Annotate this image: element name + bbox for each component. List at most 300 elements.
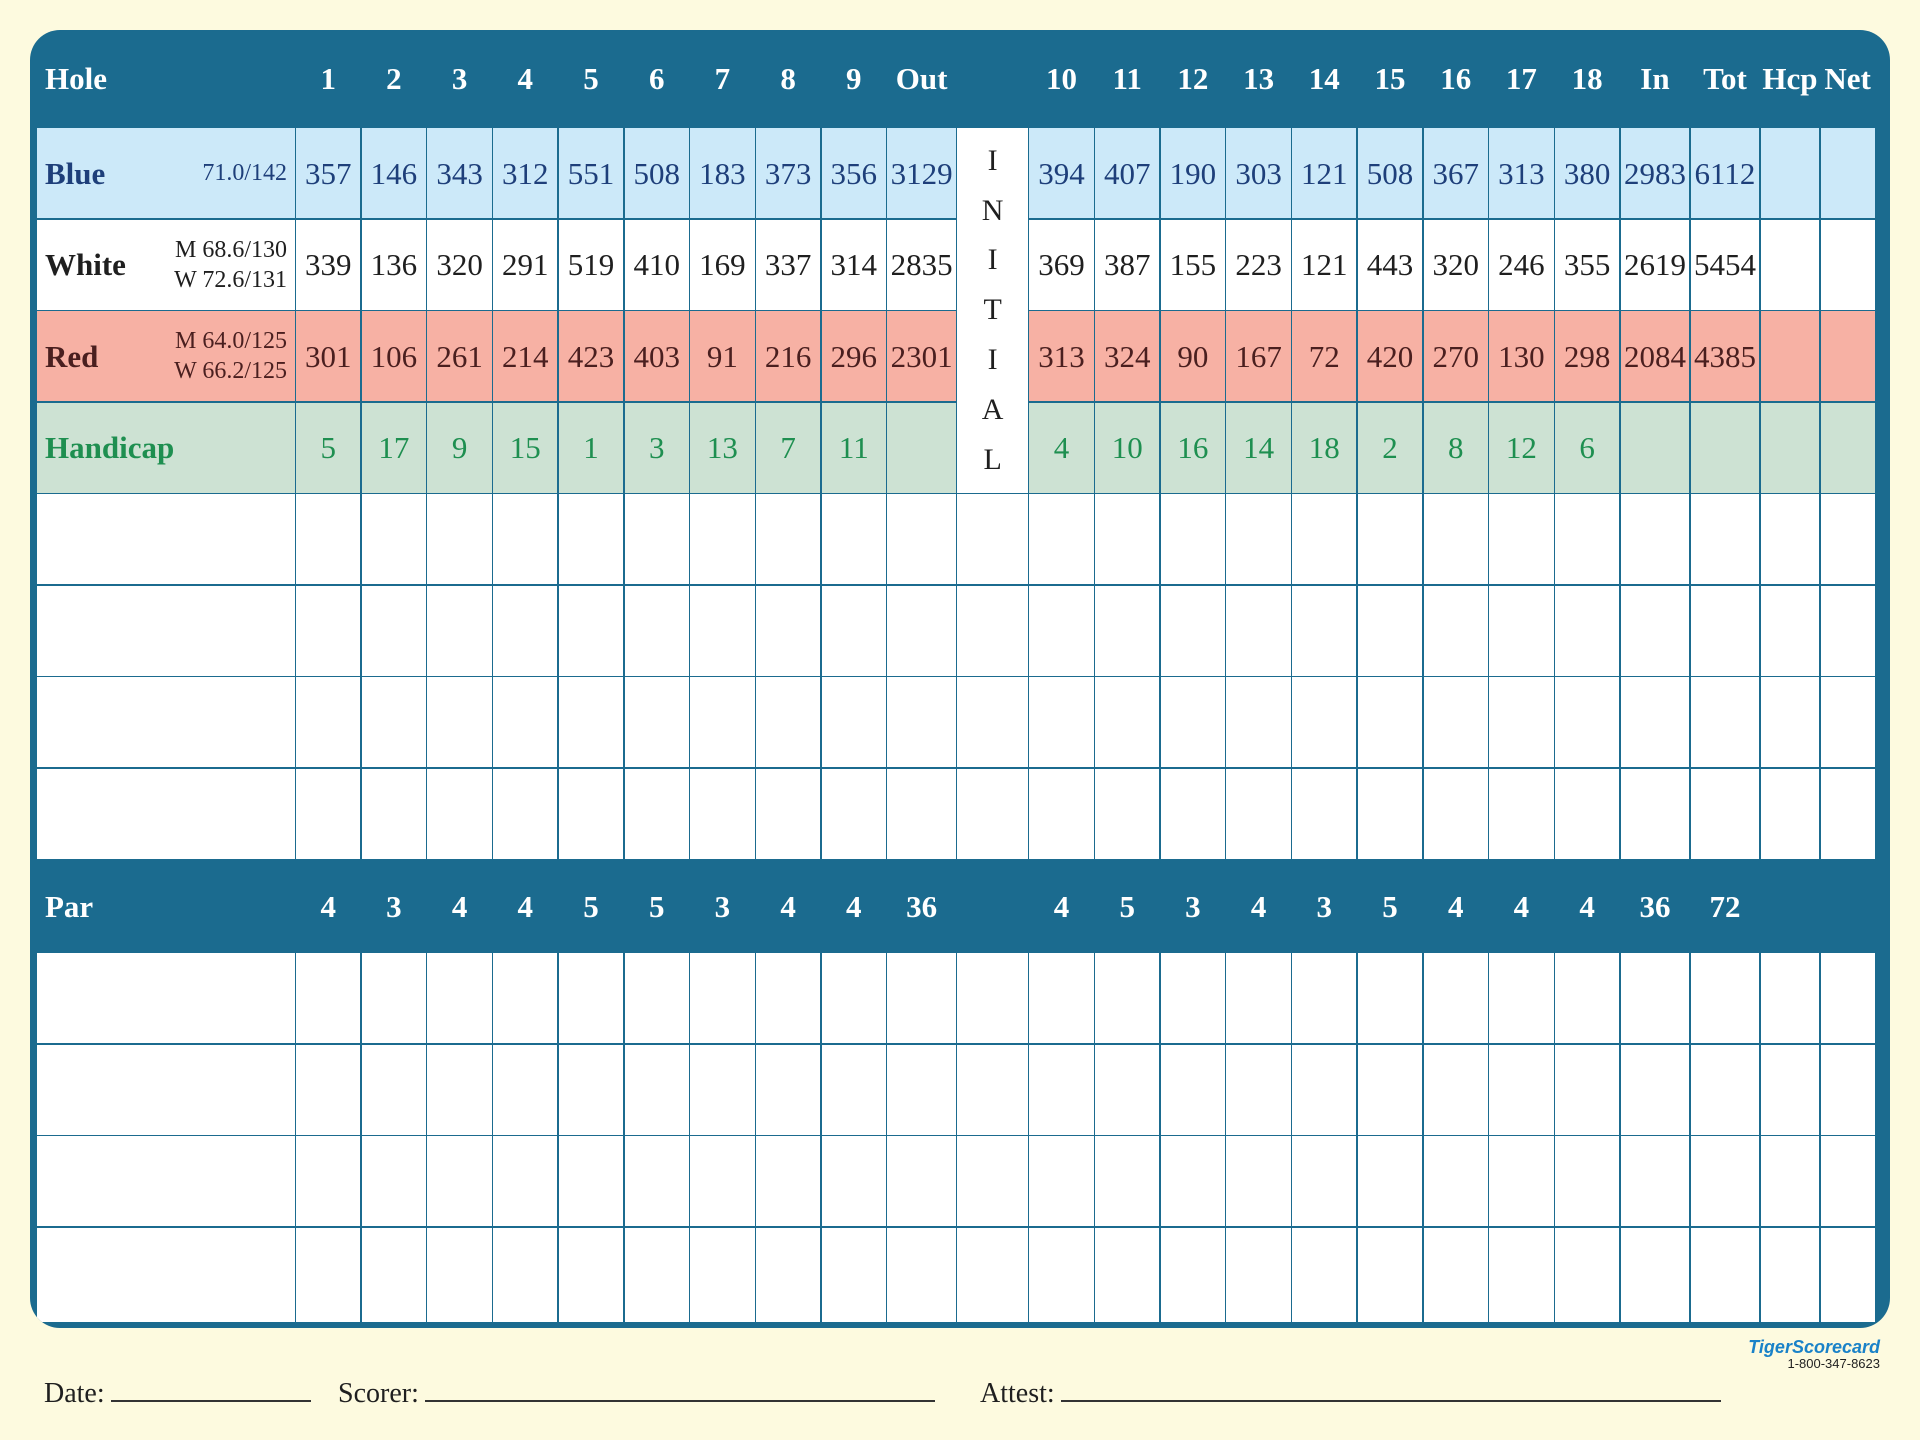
handicap-label: Handicap	[37, 403, 295, 493]
player-row-3-in[interactable]	[1621, 677, 1690, 767]
player-row-8-hole-12[interactable]	[1161, 1228, 1225, 1323]
initial-letter: I	[987, 243, 998, 277]
hole-header-7: 7	[714, 61, 731, 96]
handicap-in	[1621, 403, 1690, 493]
player-row-8-tot[interactable]	[1691, 1228, 1760, 1323]
player-row-5-hole-6[interactable]	[625, 953, 689, 1043]
par-hole-1: 4	[320, 888, 336, 924]
handicap-hole-13: 14	[1226, 403, 1290, 493]
player-row-6-initial[interactable]	[957, 1045, 1028, 1135]
hole-header-9: 9	[846, 61, 862, 96]
player-row-6-hcp[interactable]	[1761, 1045, 1820, 1135]
par-hole-6: 5	[648, 888, 665, 924]
tee-red-hcp	[1761, 311, 1820, 401]
player-row-8-hole-17[interactable]	[1489, 1228, 1553, 1323]
par-hole-14: 3	[1316, 888, 1333, 924]
player-row-2-hole-15[interactable]	[1358, 586, 1422, 676]
player-row-7-hole-7[interactable]	[690, 1136, 754, 1226]
player-row-6-hole-16[interactable]	[1424, 1045, 1488, 1135]
player-row-4-initial[interactable]	[957, 769, 1028, 859]
player-row-7-initial[interactable]	[957, 1136, 1028, 1226]
tee-white-label	[37, 220, 295, 310]
tee-red-hole-4: 214	[493, 311, 557, 401]
player-row-8-hole-7[interactable]	[690, 1228, 754, 1323]
player-row-4-hole-3[interactable]	[427, 769, 491, 859]
net-header: Net	[1824, 61, 1871, 96]
tee-blue-hole-6: 508	[625, 128, 689, 218]
tee-blue-hole-2: 146	[362, 128, 426, 218]
player-row-1-hole-8[interactable]	[756, 494, 820, 584]
player-row-6-net[interactable]	[1821, 1045, 1875, 1135]
player-row-4-net[interactable]	[1821, 769, 1875, 859]
date-line[interactable]	[111, 1376, 311, 1402]
attest-label: Attest:	[980, 1378, 1055, 1409]
player-row-7-hole-13[interactable]	[1226, 1136, 1290, 1226]
player-row-5-out[interactable]	[887, 953, 956, 1043]
attest-field[interactable]	[980, 1376, 1721, 1410]
par-out: 36	[906, 888, 938, 924]
tee-white-hole-6: 410	[625, 220, 689, 310]
player-row-2-hole-3[interactable]	[427, 586, 491, 676]
tee-white-hole-13: 223	[1226, 220, 1290, 310]
hole-header-10: 10	[1045, 61, 1077, 96]
player-row-4-hole-6[interactable]	[625, 769, 689, 859]
player-row-5-hole-1[interactable]	[296, 953, 360, 1043]
player-row-6-hole-12[interactable]	[1161, 1045, 1225, 1135]
logo-phone: 1-800-347-8623	[1787, 1356, 1880, 1371]
tee-red-hole-18: 298	[1555, 311, 1619, 401]
player-row-4-hole-15[interactable]	[1358, 769, 1422, 859]
player-row-6-hole-8[interactable]	[756, 1045, 820, 1135]
player-row-2-hcp[interactable]	[1761, 586, 1820, 676]
player-row-1-hole-15[interactable]	[1358, 494, 1422, 584]
tee-blue-out: 3129	[887, 128, 956, 218]
player-row-8-out[interactable]	[887, 1228, 956, 1323]
player-row-3-hole-11[interactable]	[1095, 677, 1159, 767]
handicap-hole-3: 9	[427, 403, 491, 493]
player-row-3-hole-4[interactable]	[493, 677, 557, 767]
handicap-out	[887, 403, 956, 493]
scorecard	[30, 30, 1890, 1328]
player-row-7-hole-17[interactable]	[1489, 1136, 1553, 1226]
rating-line: W 72.6/131	[174, 266, 287, 293]
handicap-hole-15: 2	[1358, 403, 1422, 493]
tee-white-hole-9: 314	[822, 220, 886, 310]
player-row-5-hole-4[interactable]	[493, 953, 557, 1043]
tee-name: Red	[45, 338, 99, 374]
player-row-1-initial[interactable]	[957, 494, 1028, 584]
initial-column	[957, 128, 1028, 493]
player-row-1-hole-10[interactable]	[1029, 494, 1093, 584]
player-row-4-in[interactable]	[1621, 769, 1690, 859]
player-row-8-hole-16[interactable]	[1424, 1228, 1488, 1323]
handicap-hole-7: 13	[690, 403, 754, 493]
handicap-hole-6: 3	[625, 403, 689, 493]
player-name-cell[interactable]	[37, 1136, 295, 1226]
player-row-7-hole-10[interactable]	[1029, 1136, 1093, 1226]
player-row-5-hcp[interactable]	[1761, 953, 1820, 1043]
player-row-3-hole-18[interactable]	[1555, 677, 1619, 767]
handicap-hole-2: 17	[362, 403, 426, 493]
initial-letter: L	[983, 442, 1002, 476]
player-row-5-hole-15[interactable]	[1358, 953, 1422, 1043]
player-row-4-hole-7[interactable]	[690, 769, 754, 859]
player-row-1-hcp[interactable]	[1761, 494, 1820, 584]
tee-blue-hcp	[1761, 128, 1820, 218]
player-row-6-hole-17[interactable]	[1489, 1045, 1553, 1135]
handicap-tot	[1691, 403, 1760, 493]
attest-line[interactable]	[1061, 1376, 1721, 1402]
tee-red-label	[37, 311, 295, 401]
player-row-4-hole-1[interactable]	[296, 769, 360, 859]
player-row-2-hole-4[interactable]	[493, 586, 557, 676]
player-row-2-hole-16[interactable]	[1424, 586, 1488, 676]
player-row-8-hole-3[interactable]	[427, 1228, 491, 1323]
hole-header-8: 8	[780, 61, 796, 96]
player-row-7-tot[interactable]	[1691, 1136, 1760, 1226]
player-row-3-hole-14[interactable]	[1292, 677, 1356, 767]
player-row-2-hole-5[interactable]	[559, 586, 623, 676]
player-row-4-hole-17[interactable]	[1489, 769, 1553, 859]
player-row-3-hcp[interactable]	[1761, 677, 1820, 767]
player-row-2-hole-10[interactable]	[1029, 586, 1093, 676]
player-row-5-hole-12[interactable]	[1161, 953, 1225, 1043]
player-row-1-out[interactable]	[887, 494, 956, 584]
initial-letter: I	[987, 143, 998, 177]
initial-letter: T	[983, 293, 1002, 327]
player-row-3-hole-6[interactable]	[625, 677, 689, 767]
player-row-4-hole-9[interactable]	[822, 769, 886, 859]
hole-header-16: 16	[1440, 61, 1472, 96]
player-row-2-initial[interactable]	[957, 586, 1028, 676]
scorer-line[interactable]	[425, 1376, 935, 1402]
handicap-hole-12: 16	[1161, 403, 1225, 493]
handicap-hole-17: 12	[1489, 403, 1553, 493]
player-row-8-hole-13[interactable]	[1226, 1228, 1290, 1323]
tee-blue-net	[1821, 128, 1875, 218]
player-row-8-hole-4[interactable]	[493, 1228, 557, 1323]
player-row-1-hole-11[interactable]	[1095, 494, 1159, 584]
player-row-8-net[interactable]	[1821, 1228, 1875, 1323]
player-row-6-hole-6[interactable]	[625, 1045, 689, 1135]
player-row-2-hole-12[interactable]	[1161, 586, 1225, 676]
player-row-2-hole-14[interactable]	[1292, 586, 1356, 676]
player-name-cell[interactable]	[37, 677, 295, 767]
tee-white-out: 2835	[887, 220, 956, 310]
tee-white-hole-3: 320	[427, 220, 491, 310]
player-row-7-hole-18[interactable]	[1555, 1136, 1619, 1226]
player-row-1-net[interactable]	[1821, 494, 1875, 584]
tee-red-hole-15: 420	[1358, 311, 1422, 401]
course-rating-slope	[174, 235, 287, 295]
handicap-hole-16: 8	[1424, 403, 1488, 493]
player-row-7-hole-5[interactable]	[559, 1136, 623, 1226]
rating-line: 71.0/142	[202, 160, 287, 187]
player-row-8-hole-15[interactable]	[1358, 1228, 1422, 1323]
player-row-3-hole-5[interactable]	[559, 677, 623, 767]
player-row-5-hole-5[interactable]	[559, 953, 623, 1043]
player-row-2-hole-7[interactable]	[690, 586, 754, 676]
player-row-5-hole-11[interactable]	[1095, 953, 1159, 1043]
player-row-1-hole-14[interactable]	[1292, 494, 1356, 584]
player-row-4-hole-4[interactable]	[493, 769, 557, 859]
player-row-1-hole-3[interactable]	[427, 494, 491, 584]
player-name-cell[interactable]	[37, 953, 295, 1043]
tee-red-hole-6: 403	[625, 311, 689, 401]
player-row-8-hole-5[interactable]	[559, 1228, 623, 1323]
player-row-8-in[interactable]	[1621, 1228, 1690, 1323]
player-row-3-hole-16[interactable]	[1424, 677, 1488, 767]
player-row-3-initial[interactable]	[957, 677, 1028, 767]
player-row-7-hole-9[interactable]	[822, 1136, 886, 1226]
player-row-5-hole-7[interactable]	[690, 953, 754, 1043]
player-row-1-hole-4[interactable]	[493, 494, 557, 584]
player-row-8-hole-2[interactable]	[362, 1228, 426, 1323]
player-row-4-hole-14[interactable]	[1292, 769, 1356, 859]
hole-header-17: 17	[1505, 61, 1537, 96]
tee-white-hole-10: 369	[1029, 220, 1093, 310]
par-hole-12: 3	[1185, 888, 1201, 924]
player-row-4-hole-18[interactable]	[1555, 769, 1619, 859]
player-row-2-net[interactable]	[1821, 586, 1875, 676]
tee-blue-hole-1: 357	[296, 128, 360, 218]
player-row-4-hole-8[interactable]	[756, 769, 820, 859]
player-row-7-hole-16[interactable]	[1424, 1136, 1488, 1226]
player-row-8-hcp[interactable]	[1761, 1228, 1820, 1323]
player-row-6-hole-13[interactable]	[1226, 1045, 1290, 1135]
player-row-5-hole-14[interactable]	[1292, 953, 1356, 1043]
player-row-3-hole-17[interactable]	[1489, 677, 1553, 767]
player-row-2-hole-11[interactable]	[1095, 586, 1159, 676]
player-row-1-hole-5[interactable]	[559, 494, 623, 584]
player-row-4-out[interactable]	[887, 769, 956, 859]
tee-red-hole-5: 423	[559, 311, 623, 401]
player-row-3-hole-2[interactable]	[362, 677, 426, 767]
player-row-3-hole-3[interactable]	[427, 677, 491, 767]
tee-blue-hole-5: 551	[559, 128, 623, 218]
player-row-8-hole-14[interactable]	[1292, 1228, 1356, 1323]
player-row-7-hole-1[interactable]	[296, 1136, 360, 1226]
player-row-6-hole-14[interactable]	[1292, 1045, 1356, 1135]
player-name-cell[interactable]	[37, 586, 295, 676]
player-row-8-hole-18[interactable]	[1555, 1228, 1619, 1323]
player-row-5-hole-9[interactable]	[822, 953, 886, 1043]
player-row-1-hole-17[interactable]	[1489, 494, 1553, 584]
tee-blue-hole-12: 190	[1161, 128, 1225, 218]
player-row-5-net[interactable]	[1821, 953, 1875, 1043]
tee-name: Blue	[45, 155, 106, 191]
player-row-6-hole-7[interactable]	[690, 1045, 754, 1135]
player-row-3-hole-1[interactable]	[296, 677, 360, 767]
player-row-6-hole-15[interactable]	[1358, 1045, 1422, 1135]
par-label: Par	[45, 888, 94, 924]
player-row-5-initial[interactable]	[957, 953, 1028, 1043]
player-row-1-hole-2[interactable]	[362, 494, 426, 584]
player-row-7-hole-2[interactable]	[362, 1136, 426, 1226]
player-row-8-hole-11[interactable]	[1095, 1228, 1159, 1323]
player-row-1-hole-12[interactable]	[1161, 494, 1225, 584]
handicap-hole-4: 15	[493, 403, 557, 493]
scorecard-grid	[30, 30, 1890, 1328]
player-row-5-hole-8[interactable]	[756, 953, 820, 1043]
player-row-6-hole-5[interactable]	[559, 1045, 623, 1135]
player-row-2-hole-2[interactable]	[362, 586, 426, 676]
player-row-5-in[interactable]	[1621, 953, 1690, 1043]
player-row-6-hole-3[interactable]	[427, 1045, 491, 1135]
player-row-3-net[interactable]	[1821, 677, 1875, 767]
player-row-4-tot[interactable]	[1691, 769, 1760, 859]
player-row-5-hole-17[interactable]	[1489, 953, 1553, 1043]
player-row-8-hole-1[interactable]	[296, 1228, 360, 1323]
player-row-6-hole-1[interactable]	[296, 1045, 360, 1135]
scorer-field[interactable]	[338, 1376, 935, 1410]
player-row-2-hole-13[interactable]	[1226, 586, 1290, 676]
tee-blue-hole-8: 373	[756, 128, 820, 218]
player-row-2-hole-1[interactable]	[296, 586, 360, 676]
player-row-5-tot[interactable]	[1691, 953, 1760, 1043]
handicap-hcp	[1761, 403, 1820, 493]
player-row-7-hole-12[interactable]	[1161, 1136, 1225, 1226]
player-row-5-hole-13[interactable]	[1226, 953, 1290, 1043]
player-row-6-in[interactable]	[1621, 1045, 1690, 1135]
player-name-cell[interactable]	[37, 1228, 295, 1323]
player-row-8-initial[interactable]	[957, 1228, 1028, 1323]
handicap-hole-5: 1	[559, 403, 623, 493]
player-row-2-tot[interactable]	[1691, 586, 1760, 676]
tee-red-hole-11: 324	[1095, 311, 1159, 401]
par-tot: 72	[1709, 888, 1741, 924]
player-row-7-in[interactable]	[1621, 1136, 1690, 1226]
player-name-cell[interactable]	[37, 1045, 295, 1135]
player-row-3-tot[interactable]	[1691, 677, 1760, 767]
player-row-3-hole-8[interactable]	[756, 677, 820, 767]
player-row-7-hole-3[interactable]	[427, 1136, 491, 1226]
player-row-4-hole-5[interactable]	[559, 769, 623, 859]
tee-white-hole-11: 387	[1095, 220, 1159, 310]
player-row-1-in[interactable]	[1621, 494, 1690, 584]
player-row-7-out[interactable]	[887, 1136, 956, 1226]
player-row-3-hole-13[interactable]	[1226, 677, 1290, 767]
player-row-6-hole-18[interactable]	[1555, 1045, 1619, 1135]
player-row-5-hole-18[interactable]	[1555, 953, 1619, 1043]
tee-white-hole-7: 169	[690, 220, 754, 310]
hole-header-3: 3	[451, 61, 468, 96]
player-row-8-hole-9[interactable]	[822, 1228, 886, 1323]
player-row-3-hole-12[interactable]	[1161, 677, 1225, 767]
tee-white-in: 2619	[1621, 220, 1690, 310]
player-row-6-hole-10[interactable]	[1029, 1045, 1093, 1135]
tee-red-hole-17: 130	[1489, 311, 1553, 401]
player-row-3-hole-7[interactable]	[690, 677, 754, 767]
player-row-1-hole-9[interactable]	[822, 494, 886, 584]
tee-blue-hole-4: 312	[493, 128, 557, 218]
player-row-8-hole-8[interactable]	[756, 1228, 820, 1323]
player-row-2-hole-17[interactable]	[1489, 586, 1553, 676]
player-row-5-hole-16[interactable]	[1424, 953, 1488, 1043]
player-row-6-hole-11[interactable]	[1095, 1045, 1159, 1135]
initial-letter: I	[987, 343, 998, 377]
player-row-1-hole-1[interactable]	[296, 494, 360, 584]
player-row-7-hcp[interactable]	[1761, 1136, 1820, 1226]
player-row-1-hole-16[interactable]	[1424, 494, 1488, 584]
player-row-2-hole-9[interactable]	[822, 586, 886, 676]
player-row-4-hcp[interactable]	[1761, 769, 1820, 859]
player-name-cell[interactable]	[37, 494, 295, 584]
player-row-5-hole-10[interactable]	[1029, 953, 1093, 1043]
date-field[interactable]	[44, 1376, 311, 1410]
player-row-5-hole-2[interactable]	[362, 953, 426, 1043]
player-row-4-hole-12[interactable]	[1161, 769, 1225, 859]
player-row-6-hole-2[interactable]	[362, 1045, 426, 1135]
player-row-1-hole-6[interactable]	[625, 494, 689, 584]
hole-header-6: 6	[648, 61, 665, 96]
player-row-2-out[interactable]	[887, 586, 956, 676]
player-row-2-hole-18[interactable]	[1555, 586, 1619, 676]
player-row-1-hole-18[interactable]	[1555, 494, 1619, 584]
player-row-7-hole-6[interactable]	[625, 1136, 689, 1226]
player-row-7-hole-8[interactable]	[756, 1136, 820, 1226]
player-row-8-hole-10[interactable]	[1029, 1228, 1093, 1323]
tee-blue-hole-16: 367	[1424, 128, 1488, 218]
player-row-4-hole-10[interactable]	[1029, 769, 1093, 859]
player-row-5-hole-3[interactable]	[427, 953, 491, 1043]
tee-blue-hole-7: 183	[690, 128, 754, 218]
tee-red-hole-12: 90	[1161, 311, 1225, 401]
tee-blue-hole-9: 356	[822, 128, 886, 218]
tee-white-hole-2: 136	[362, 220, 426, 310]
player-row-3-hole-10[interactable]	[1029, 677, 1093, 767]
player-row-4-hole-16[interactable]	[1424, 769, 1488, 859]
player-row-6-hole-9[interactable]	[822, 1045, 886, 1135]
player-row-6-out[interactable]	[887, 1045, 956, 1135]
handicap-hole-18: 6	[1555, 403, 1619, 493]
hole-header-2: 2	[386, 61, 402, 96]
player-row-7-hole-14[interactable]	[1292, 1136, 1356, 1226]
player-row-3-out[interactable]	[887, 677, 956, 767]
player-name-cell[interactable]	[37, 769, 295, 859]
tigerscorecard-logo	[1748, 1337, 1880, 1371]
player-row-6-hole-4[interactable]	[493, 1045, 557, 1135]
player-row-3-hole-15[interactable]	[1358, 677, 1422, 767]
player-row-4-hole-13[interactable]	[1226, 769, 1290, 859]
hole-header-14: 14	[1308, 61, 1340, 96]
player-row-2-hole-8[interactable]	[756, 586, 820, 676]
player-row-1-tot[interactable]	[1691, 494, 1760, 584]
player-row-4-hole-11[interactable]	[1095, 769, 1159, 859]
player-row-1-hole-13[interactable]	[1226, 494, 1290, 584]
signature-footer	[0, 1370, 1920, 1430]
tee-red-net	[1821, 311, 1875, 401]
player-row-3-hole-9[interactable]	[822, 677, 886, 767]
player-row-2-hole-6[interactable]	[625, 586, 689, 676]
par-hole-3: 4	[451, 888, 468, 924]
player-row-7-hole-15[interactable]	[1358, 1136, 1422, 1226]
player-row-2-in[interactable]	[1621, 586, 1690, 676]
player-row-8-hole-6[interactable]	[625, 1228, 689, 1323]
handicap-hole-1: 5	[296, 403, 360, 493]
par-hole-13: 4	[1250, 888, 1267, 924]
player-row-4-hole-2[interactable]	[362, 769, 426, 859]
par-in: 36	[1639, 888, 1671, 924]
player-row-1-hole-7[interactable]	[690, 494, 754, 584]
date-label: Date:	[44, 1378, 105, 1409]
player-row-6-tot[interactable]	[1691, 1045, 1760, 1135]
player-row-7-hole-11[interactable]	[1095, 1136, 1159, 1226]
tee-blue-hole-14: 121	[1292, 128, 1356, 218]
player-row-7-hole-4[interactable]	[493, 1136, 557, 1226]
hole-header-label: Hole	[45, 61, 107, 96]
player-row-7-net[interactable]	[1821, 1136, 1875, 1226]
